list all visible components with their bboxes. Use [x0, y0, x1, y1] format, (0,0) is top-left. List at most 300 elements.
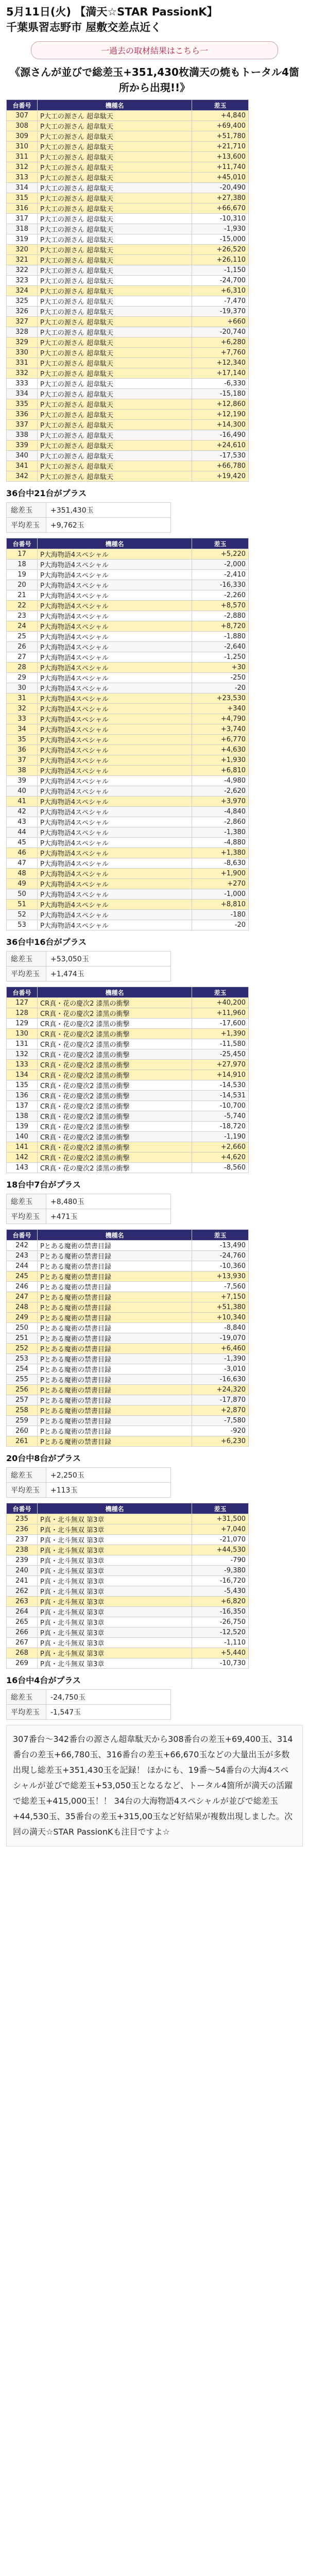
machine-number: 37 — [7, 755, 38, 766]
machine-number: 242 — [7, 1241, 38, 1251]
difference-value: +27,970 — [192, 1060, 249, 1070]
summary-total-value: +8,480玉 — [46, 1194, 171, 1209]
machine-number: 317 — [7, 214, 38, 224]
machine-number: 36 — [7, 745, 38, 755]
summary-title-3: 18台中7台がプラス — [6, 1180, 81, 1190]
table-row — [7, 1333, 249, 1344]
machine-number: 138 — [7, 1111, 38, 1122]
difference-value: -6,330 — [192, 379, 249, 389]
summary-table-5 — [6, 1689, 171, 1720]
machine-number: 133 — [7, 1060, 38, 1070]
difference-value: +51,780 — [192, 131, 249, 142]
table-row — [7, 1524, 249, 1535]
machine-name: P大工の源さん 超韋駄天 — [38, 410, 192, 420]
column-header: 台番号 — [7, 1230, 38, 1241]
machine-number: 249 — [7, 1313, 38, 1323]
table-row — [7, 869, 249, 879]
machine-name: P大工の源さん 超韋駄天 — [38, 193, 192, 204]
table-row — [7, 735, 249, 745]
difference-value: -16,630 — [192, 1375, 249, 1385]
table-row — [7, 420, 249, 430]
machine-number: 237 — [7, 1535, 38, 1545]
table-row — [7, 111, 249, 121]
machine-name: P大工の源さん 超韋駄天 — [38, 111, 192, 121]
machine-number: 21 — [7, 590, 38, 601]
difference-value: +26,520 — [192, 245, 249, 255]
table-row — [7, 652, 249, 663]
machine-name: P真・北斗無双 第3章 — [38, 1607, 192, 1617]
column-header: 差玉 — [192, 1230, 249, 1241]
difference-value: +24,320 — [192, 1385, 249, 1395]
difference-value: -10,310 — [192, 214, 249, 224]
table-header-row — [7, 987, 249, 998]
difference-value: -8,840 — [192, 1323, 249, 1333]
column-header: 台番号 — [7, 100, 38, 111]
machine-number: 318 — [7, 224, 38, 234]
table-header-row — [7, 1503, 249, 1514]
table-row — [7, 1122, 249, 1132]
difference-value: -14,531 — [192, 1091, 249, 1101]
group-5 — [0, 1503, 309, 1720]
table-row — [7, 193, 249, 204]
table-row — [7, 1323, 249, 1333]
machine-name: CR真・花の慶次2 漆黒の衝撃 — [38, 1122, 192, 1132]
machine-name: CR真・花の慶次2 漆黒の衝撃 — [38, 1029, 192, 1039]
machine-name: P大海物語4スペシャル — [38, 601, 192, 611]
table-row — [7, 673, 249, 683]
machine-number: 342 — [7, 471, 38, 482]
machine-number: 128 — [7, 1008, 38, 1019]
machine-number: 139 — [7, 1122, 38, 1132]
machine-name: Pとある魔術の禁書目録 — [38, 1313, 192, 1323]
table-row — [7, 440, 249, 451]
table-row — [7, 214, 249, 224]
machine-number: 52 — [7, 910, 38, 920]
machine-name: Pとある魔術の禁書目録 — [38, 1354, 192, 1364]
summary-total-label: 総差玉 — [7, 503, 46, 518]
machine-name: Pとある魔術の禁書目録 — [38, 1385, 192, 1395]
table-row — [7, 1111, 249, 1122]
difference-value: +31,500 — [192, 1514, 249, 1524]
machine-number: 51 — [7, 900, 38, 910]
table-row — [7, 1586, 249, 1597]
summary-total-value: +2,250玉 — [46, 1468, 171, 1483]
table-row — [7, 461, 249, 471]
difference-value: -180 — [192, 910, 249, 920]
table-header-row — [7, 100, 249, 111]
machine-number: 248 — [7, 1302, 38, 1313]
column-header: 差玉 — [192, 1503, 249, 1514]
machine-name: P大海物語4スペシャル — [38, 755, 192, 766]
difference-value: -14,530 — [192, 1080, 249, 1091]
difference-value: +51,380 — [192, 1302, 249, 1313]
machine-number: 268 — [7, 1648, 38, 1658]
summary-table-1 — [6, 502, 171, 533]
table-row — [7, 776, 249, 786]
machine-name: P大工の源さん 超韋駄天 — [38, 183, 192, 193]
machine-number: 134 — [7, 1070, 38, 1080]
table-row — [7, 714, 249, 724]
machine-name: P大海物語4スペシャル — [38, 910, 192, 920]
machine-name: Pとある魔術の禁書目録 — [38, 1395, 192, 1405]
machine-number: 247 — [7, 1292, 38, 1302]
machine-name: P大工の源さん 超韋駄天 — [38, 276, 192, 286]
difference-value: +13,930 — [192, 1272, 249, 1282]
machine-name: P大海物語4スペシャル — [38, 889, 192, 900]
machine-number: 256 — [7, 1385, 38, 1395]
table-row — [7, 1576, 249, 1586]
difference-value: +660 — [192, 317, 249, 327]
group-3 — [0, 987, 309, 1224]
table-row — [7, 1132, 249, 1142]
machine-number: 48 — [7, 869, 38, 879]
machine-number: 310 — [7, 142, 38, 152]
table-row — [7, 998, 249, 1008]
column-header: 機種名 — [38, 987, 192, 998]
difference-value: +8,720 — [192, 621, 249, 632]
difference-value: -16,350 — [192, 1607, 249, 1617]
machine-name: P大工の源さん 超韋駄天 — [38, 286, 192, 296]
machine-name: P大海物語4スペシャル — [38, 570, 192, 580]
difference-value: -2,000 — [192, 560, 249, 570]
summary-title-1: 36台中21台がプラス — [6, 488, 87, 498]
machine-number: 340 — [7, 451, 38, 461]
column-header: 機種名 — [38, 1230, 192, 1241]
machine-name: P真・北斗無双 第3章 — [38, 1545, 192, 1555]
machine-name: P大工の源さん 超韋駄天 — [38, 245, 192, 255]
machine-name: P大海物語4スペシャル — [38, 766, 192, 776]
machine-name: Pとある魔術の禁書目録 — [38, 1282, 192, 1292]
table-row — [7, 296, 249, 307]
table-row — [7, 1405, 249, 1416]
table-row — [7, 549, 249, 560]
summary-total-value: +351,430玉 — [46, 503, 171, 518]
difference-value: -8,630 — [192, 858, 249, 869]
machine-number: 331 — [7, 358, 38, 368]
summary-total-label: 総差玉 — [7, 1468, 46, 1483]
table-row — [7, 632, 249, 642]
machine-name: P真・北斗無双 第3章 — [38, 1514, 192, 1524]
machine-name: P大海物語4スペシャル — [38, 858, 192, 869]
machine-number: 325 — [7, 296, 38, 307]
machine-name: CR真・花の慶次2 漆黒の衝撃 — [38, 1142, 192, 1153]
machine-number: 258 — [7, 1405, 38, 1416]
machine-table-1 — [6, 99, 249, 482]
machine-name: P大海物語4スペシャル — [38, 663, 192, 673]
machine-number: 17 — [7, 549, 38, 560]
summary-avg-value: +1,474玉 — [46, 967, 171, 981]
column-header: 差玉 — [192, 100, 249, 111]
column-header: 差玉 — [192, 538, 249, 549]
machine-number: 44 — [7, 827, 38, 838]
machine-name: P大海物語4スペシャル — [38, 869, 192, 879]
table-row — [7, 889, 249, 900]
machine-name: P大工の源さん 超韋駄天 — [38, 348, 192, 358]
difference-value: +11,960 — [192, 1008, 249, 1019]
table-row — [7, 1545, 249, 1555]
difference-value: +7,040 — [192, 1524, 249, 1535]
table-row — [7, 1029, 249, 1039]
machine-number: 136 — [7, 1091, 38, 1101]
machine-number: 241 — [7, 1576, 38, 1586]
difference-value: -2,410 — [192, 570, 249, 580]
machine-name: P真・北斗無双 第3章 — [38, 1648, 192, 1658]
difference-value: -4,880 — [192, 838, 249, 848]
difference-value: -1,000 — [192, 889, 249, 900]
difference-value: -9,380 — [192, 1566, 249, 1576]
machine-number: 130 — [7, 1029, 38, 1039]
difference-value: +5,440 — [192, 1648, 249, 1658]
machine-number: 323 — [7, 276, 38, 286]
machine-number: 250 — [7, 1323, 38, 1333]
difference-value: -2,880 — [192, 611, 249, 621]
machine-number: 315 — [7, 193, 38, 204]
machine-name: P真・北斗無双 第3章 — [38, 1628, 192, 1638]
table-row — [7, 245, 249, 255]
machine-number: 327 — [7, 317, 38, 327]
machine-name: P大海物語4スペシャル — [38, 549, 192, 560]
table-row — [7, 858, 249, 869]
machine-number: 259 — [7, 1416, 38, 1426]
table-row — [7, 1282, 249, 1292]
machine-number: 322 — [7, 265, 38, 276]
machine-name: P大海物語4スペシャル — [38, 838, 192, 848]
table-row — [7, 1292, 249, 1302]
machine-table-4 — [6, 1229, 249, 1447]
table-row — [7, 399, 249, 410]
difference-value: -17,530 — [192, 451, 249, 461]
table-row — [7, 1272, 249, 1282]
machine-number: 33 — [7, 714, 38, 724]
machine-number: 332 — [7, 368, 38, 379]
table-row — [7, 1535, 249, 1545]
machine-number: 41 — [7, 796, 38, 807]
table-row — [7, 327, 249, 337]
machine-name: P大工の源さん 超韋駄天 — [38, 173, 192, 183]
machine-number: 141 — [7, 1142, 38, 1153]
table-row — [7, 910, 249, 920]
machine-number: 260 — [7, 1426, 38, 1436]
table-row — [7, 1354, 249, 1364]
summary-avg-label: 平均差玉 — [7, 518, 46, 533]
difference-value: -1,110 — [192, 1638, 249, 1648]
machine-name: CR真・花の慶次2 漆黒の衝撃 — [38, 1008, 192, 1019]
machine-name: Pとある魔術の禁書目録 — [38, 1405, 192, 1416]
table-row — [7, 1261, 249, 1272]
machine-name: P大工の源さん 超韋駄天 — [38, 461, 192, 471]
machine-name: Pとある魔術の禁書目録 — [38, 1436, 192, 1447]
machine-number: 18 — [7, 560, 38, 570]
summary-total-label: 総差玉 — [7, 952, 46, 967]
table-row — [7, 358, 249, 368]
machine-number: 129 — [7, 1019, 38, 1029]
table-row — [7, 1153, 249, 1163]
machine-number: 339 — [7, 440, 38, 451]
table-row — [7, 1101, 249, 1111]
summary-avg-value: +9,762玉 — [46, 518, 171, 533]
table-row — [7, 1091, 249, 1101]
machine-number: 313 — [7, 173, 38, 183]
machine-number: 334 — [7, 389, 38, 399]
group-1 — [0, 99, 309, 533]
table-row — [7, 183, 249, 193]
difference-value: +4,790 — [192, 714, 249, 724]
table-row — [7, 234, 249, 245]
difference-value: -2,860 — [192, 817, 249, 827]
machine-name: Pとある魔術の禁書目録 — [38, 1323, 192, 1333]
table-row — [7, 838, 249, 848]
difference-value: +5,220 — [192, 549, 249, 560]
machine-name: P大工の源さん 超韋駄天 — [38, 317, 192, 327]
machine-number: 308 — [7, 121, 38, 131]
difference-value: -10,360 — [192, 1261, 249, 1272]
summary-avg-value: -1,547玉 — [46, 1705, 171, 1720]
machine-name: CR真・花の慶次2 漆黒の衝撃 — [38, 1080, 192, 1091]
machine-name: Pとある魔術の禁書目録 — [38, 1344, 192, 1354]
difference-value: -7,560 — [192, 1282, 249, 1292]
difference-value: -25,450 — [192, 1049, 249, 1060]
machine-name: P大工の源さん 超韋駄天 — [38, 389, 192, 399]
difference-value: +17,140 — [192, 368, 249, 379]
difference-value: -16,490 — [192, 430, 249, 440]
table-row — [7, 1364, 249, 1375]
machine-name: P真・北斗無双 第3章 — [38, 1658, 192, 1669]
machine-number: 28 — [7, 663, 38, 673]
machine-number: 243 — [7, 1251, 38, 1261]
table-row — [7, 704, 249, 714]
machine-number: 245 — [7, 1272, 38, 1282]
machine-number: 267 — [7, 1638, 38, 1648]
table-row — [7, 755, 249, 766]
machine-number: 254 — [7, 1364, 38, 1375]
difference-value: -15,000 — [192, 234, 249, 245]
machine-table-2 — [6, 538, 249, 930]
machine-name: Pとある魔術の禁書目録 — [38, 1251, 192, 1261]
difference-value: +23,530 — [192, 693, 249, 704]
difference-value: -19,370 — [192, 307, 249, 317]
table-row — [7, 817, 249, 827]
machine-name: P大海物語4スペシャル — [38, 827, 192, 838]
table-row — [7, 204, 249, 214]
machine-name: P真・北斗無双 第3章 — [38, 1638, 192, 1648]
difference-value: -3,010 — [192, 1364, 249, 1375]
machine-number: 252 — [7, 1344, 38, 1354]
difference-value: +24,610 — [192, 440, 249, 451]
table-row — [7, 471, 249, 482]
machine-name: P大工の源さん 超韋駄天 — [38, 379, 192, 389]
table-header-row — [7, 1230, 249, 1241]
machine-name: P大工の源さん 超韋駄天 — [38, 368, 192, 379]
table-row — [7, 1555, 249, 1566]
machine-name: P大海物語4スペシャル — [38, 560, 192, 570]
machine-number: 244 — [7, 1261, 38, 1272]
table-row — [7, 152, 249, 162]
table-row — [7, 1617, 249, 1628]
machine-number: 39 — [7, 776, 38, 786]
difference-value: +14,910 — [192, 1070, 249, 1080]
machine-name: P大海物語4スペシャル — [38, 776, 192, 786]
difference-value: +19,420 — [192, 471, 249, 482]
machine-name: P大工の源さん 超韋駄天 — [38, 121, 192, 131]
difference-value: -20,740 — [192, 327, 249, 337]
table-row — [7, 745, 249, 755]
table-row — [7, 766, 249, 776]
machine-number: 341 — [7, 461, 38, 471]
table-row — [7, 724, 249, 735]
machine-name: P大海物語4スペシャル — [38, 632, 192, 642]
machine-number: 22 — [7, 601, 38, 611]
difference-value: -20,490 — [192, 183, 249, 193]
machine-name: P大海物語4スペシャル — [38, 807, 192, 817]
machine-number: 131 — [7, 1039, 38, 1049]
machine-name: P大工の源さん 超韋駄天 — [38, 337, 192, 348]
table-row — [7, 611, 249, 621]
table-row — [7, 900, 249, 910]
machine-number: 255 — [7, 1375, 38, 1385]
machine-number: 269 — [7, 1658, 38, 1669]
machine-name: P大工の源さん 超韋駄天 — [38, 142, 192, 152]
machine-number: 24 — [7, 621, 38, 632]
machine-number: 257 — [7, 1395, 38, 1405]
column-header: 機種名 — [38, 538, 192, 549]
difference-value: +66,670 — [192, 204, 249, 214]
table-row — [7, 337, 249, 348]
summary-table-2 — [6, 951, 171, 981]
machine-name: Pとある魔術の禁書目録 — [38, 1241, 192, 1251]
difference-value: -790 — [192, 1555, 249, 1566]
difference-value: -1,390 — [192, 1354, 249, 1364]
summary-total-label: 総差玉 — [7, 1194, 46, 1209]
table-row — [7, 121, 249, 131]
machine-number: 235 — [7, 1514, 38, 1524]
summary-total-value: -24,750玉 — [46, 1690, 171, 1705]
machine-number: 329 — [7, 337, 38, 348]
machine-name: P真・北斗無双 第3章 — [38, 1617, 192, 1628]
machine-name: CR真・花の慶次2 漆黒の衝撃 — [38, 1049, 192, 1060]
difference-value: -17,870 — [192, 1395, 249, 1405]
table-row — [7, 827, 249, 838]
difference-value: -13,490 — [192, 1241, 249, 1251]
machine-number: 29 — [7, 673, 38, 683]
table-row — [7, 1163, 249, 1173]
machine-table-5 — [6, 1503, 249, 1669]
table-row — [7, 265, 249, 276]
table-row — [7, 1566, 249, 1576]
group-2 — [0, 538, 309, 981]
difference-value: +270 — [192, 879, 249, 889]
table-row — [7, 621, 249, 632]
location-line: 千葉県習志野市 屋敷交差点近く — [6, 21, 162, 33]
machine-number: 319 — [7, 234, 38, 245]
machine-name: P大海物語4スペシャル — [38, 590, 192, 601]
machine-name: P大海物語4スペシャル — [38, 920, 192, 930]
difference-value: -7,580 — [192, 1416, 249, 1426]
machine-number: 316 — [7, 204, 38, 214]
difference-value: +14,300 — [192, 420, 249, 430]
machine-number: 49 — [7, 879, 38, 889]
table-row — [7, 276, 249, 286]
table-row — [7, 1385, 249, 1395]
difference-value: +69,400 — [192, 121, 249, 131]
past-results-link[interactable]: 一過去の取材結果はこちら一 — [31, 41, 278, 59]
machine-name: P真・北斗無双 第3章 — [38, 1535, 192, 1545]
difference-value: +45,010 — [192, 173, 249, 183]
machine-name: P大工の源さん 超韋駄天 — [38, 296, 192, 307]
column-header: 機種名 — [38, 100, 192, 111]
machine-name: CR真・花の慶次2 漆黒の衝撃 — [38, 1111, 192, 1122]
table-row — [7, 642, 249, 652]
summary-avg-value: +471玉 — [46, 1209, 171, 1224]
